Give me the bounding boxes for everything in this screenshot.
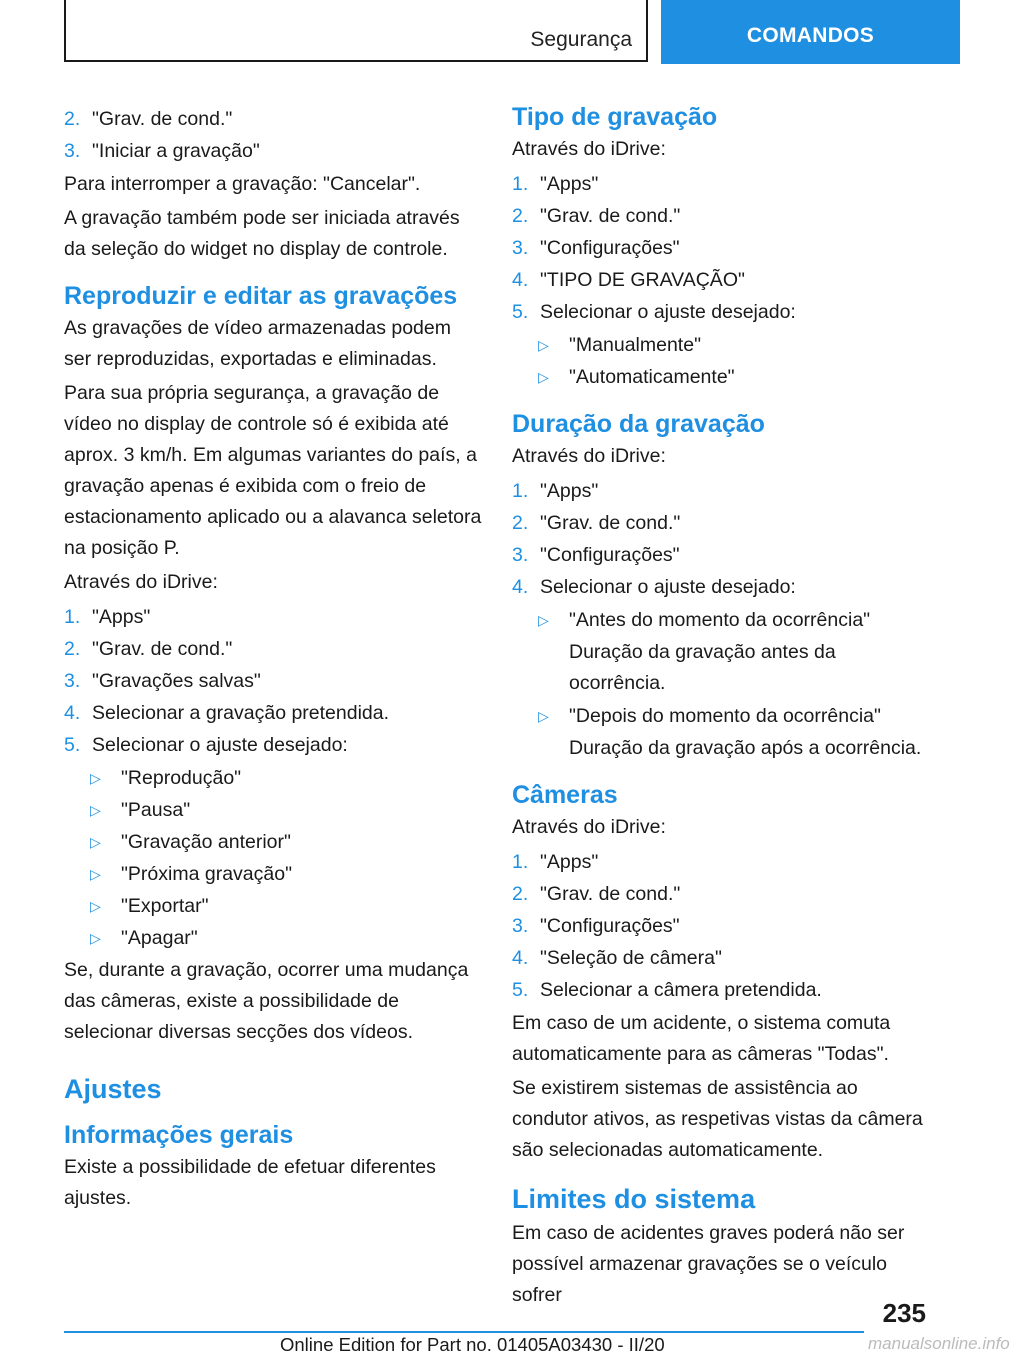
- list-item-number: 5.: [512, 301, 529, 323]
- sub-list-item-description: Duração da gravação antes da ocorrência.: [569, 641, 836, 694]
- list-item-text: "Gravações salvas": [92, 670, 261, 692]
- triangle-right-outline-icon: ▷: [538, 369, 549, 385]
- list-item-text: "Configurações": [540, 915, 680, 937]
- list-item-number: 1.: [64, 606, 81, 628]
- list-item-number: 4.: [512, 576, 529, 598]
- dur-idrive-paragraph: Através do iDrive:: [512, 445, 666, 467]
- list-item: [64, 634, 482, 665]
- list-item-number: 1.: [512, 851, 529, 873]
- list-item-number: 5.: [64, 734, 81, 756]
- repro-steps: [64, 602, 482, 761]
- triangle-right-outline-icon: ▷: [538, 708, 549, 724]
- list-item-number: 3.: [512, 544, 529, 566]
- sub-list-item-text: "Automaticamente": [569, 366, 735, 388]
- limites-paragraph: Em caso de acidentes graves poderá não ser possível armazenar gravações se o veículo sofrer: [512, 1222, 905, 1306]
- heading-informacoes: Informações gerais: [64, 1121, 294, 1149]
- list-item: [64, 136, 482, 167]
- intro-steps: [64, 104, 482, 167]
- sub-list-item-text: "Exportar": [121, 895, 209, 917]
- triangle-right-outline-icon: ▷: [90, 866, 101, 882]
- header-section-title: Segurança: [530, 28, 632, 51]
- list-item-text: "Grav. de cond.": [92, 108, 233, 130]
- sub-list-item-text: "Próxima gravação": [121, 863, 292, 885]
- list-item-text: "TIPO DE GRAVAÇÃO": [540, 269, 745, 291]
- footer-divider: [64, 1331, 864, 1333]
- list-item: [512, 476, 930, 507]
- header-section-box: [64, 0, 648, 62]
- repro-paragraph-1: As gravações de vídeo armazenadas podem ser reproduzidas, exportadas e eliminadas.: [64, 317, 451, 370]
- list-item-text: Selecionar o ajuste desejado:: [540, 301, 796, 323]
- list-item-text: Selecionar o ajuste desejado:: [92, 734, 348, 756]
- list-item-number: 2.: [512, 205, 529, 227]
- list-item-number: 4.: [512, 269, 529, 291]
- list-item-number: 3.: [64, 670, 81, 692]
- widget-paragraph: A gravação também pode ser iniciada através da seleção do widget no display de controle.: [64, 207, 460, 260]
- cameras-change-paragraph: Se, durante a gravação, ocorrer uma mudança das câmeras, existe a possibilidade de selecionar diversas secções dos vídeos.: [64, 959, 469, 1043]
- sub-list-item: [64, 763, 482, 794]
- sub-list-item: [64, 923, 482, 954]
- sub-list-item: [64, 891, 482, 922]
- list-item-number: 1.: [512, 480, 529, 502]
- list-item-text: "Apps": [540, 851, 599, 873]
- triangle-right-outline-icon: ▷: [90, 834, 101, 850]
- list-item: [512, 201, 930, 232]
- list-item-number: 5.: [512, 979, 529, 1001]
- cancel-paragraph: Para interromper a gravação: "Cancelar".: [64, 173, 421, 195]
- list-item-number: 2.: [512, 512, 529, 534]
- cam-steps: [512, 847, 930, 1006]
- list-item-text: "Grav. de cond.": [540, 205, 681, 227]
- triangle-right-outline-icon: ▷: [90, 930, 101, 946]
- list-item-text: "Seleção de câmera": [540, 947, 722, 969]
- triangle-right-outline-icon: ▷: [90, 802, 101, 818]
- list-item-text: "Configurações": [540, 544, 680, 566]
- triangle-right-outline-icon: ▷: [90, 770, 101, 786]
- cam-accident-paragraph: Em caso de um acidente, o sistema comuta automaticamente para as câmeras "Todas".: [512, 1012, 891, 1065]
- list-item-text: "Iniciar a gravação": [92, 140, 260, 162]
- list-item-number: 2.: [512, 883, 529, 905]
- list-item-text: "Grav. de cond.": [540, 883, 681, 905]
- list-item: [512, 508, 930, 539]
- tipo-idrive-paragraph: Através do iDrive:: [512, 138, 666, 160]
- sub-list-item-text: "Apagar": [121, 927, 198, 949]
- list-item-text: Selecionar a câmera pretendida.: [540, 979, 822, 1001]
- dur-steps: [512, 476, 930, 603]
- list-item: [512, 847, 930, 878]
- list-item: [512, 540, 930, 571]
- sub-list-item-text: "Reprodução": [121, 767, 242, 789]
- triangle-right-outline-icon: ▷: [90, 898, 101, 914]
- sub-list-item: [512, 605, 930, 636]
- list-item: [64, 666, 482, 697]
- list-item-number: 3.: [64, 140, 81, 162]
- list-item-number: 4.: [512, 947, 529, 969]
- list-item: [512, 911, 930, 942]
- repro-paragraph-2: Para sua própria segurança, a gravação de vídeo no display de controle só é exibida até aprox. 3 km/h. Em algumas variantes do país, a gravação apenas é exibida com o freio de estacionamento aplicado ou a alavanca seletora na posição P.: [64, 382, 482, 559]
- sub-list-item: [64, 859, 482, 890]
- heading-reproduzir: Reproduzir e editar as gravações: [64, 282, 458, 310]
- header-chapter-tab: COMANDOS: [661, 0, 960, 64]
- sub-list-item: [64, 827, 482, 858]
- list-item-text: "Grav. de cond.": [92, 638, 233, 660]
- triangle-right-outline-icon: ▷: [538, 612, 549, 628]
- list-item: [512, 265, 930, 296]
- sub-list-item-text: "Pausa": [121, 799, 191, 821]
- sub-list-item: [512, 362, 930, 393]
- heading-cameras: Câmeras: [512, 781, 618, 809]
- list-item-number: 3.: [512, 237, 529, 259]
- page-number: 235: [882, 1298, 926, 1328]
- sub-list-item: [512, 330, 930, 361]
- sub-list-item: [512, 701, 930, 732]
- heading-limites: Limites do sistema: [512, 1184, 756, 1214]
- list-item-text: "Apps": [540, 480, 599, 502]
- tipo-steps: [512, 169, 930, 328]
- list-item-text: "Grav. de cond.": [540, 512, 681, 534]
- list-item-number: 2.: [64, 108, 81, 130]
- sub-list-item: [64, 795, 482, 826]
- tipo-options: [512, 330, 930, 393]
- list-item-text: "Apps": [540, 173, 599, 195]
- repro-options: [64, 763, 482, 954]
- heading-duracao: Duração da gravação: [512, 410, 765, 438]
- list-item-number: 3.: [512, 915, 529, 937]
- list-item: [64, 698, 482, 729]
- right-column: [512, 100, 930, 1314]
- list-item-number: 4.: [64, 702, 81, 724]
- footer-edition: Online Edition for Part no. 01405A03430 - II/20: [280, 1334, 665, 1355]
- list-item-text: "Apps": [92, 606, 151, 628]
- left-column: [64, 100, 482, 1217]
- sub-list-item-text: "Antes do momento da ocorrência": [569, 609, 871, 631]
- triangle-right-outline-icon: ▷: [538, 337, 549, 353]
- list-item: [512, 943, 930, 974]
- list-item: [64, 730, 482, 761]
- sub-list-item-description: Duração da gravação após a ocorrência.: [569, 737, 922, 759]
- cam-assist-paragraph: Se existirem sistemas de assistência ao condutor ativos, as respetivas vistas da câmera são selecionadas automaticamente.: [512, 1077, 923, 1161]
- list-item: [64, 602, 482, 633]
- dur-options: [512, 605, 930, 764]
- heading-tipo: Tipo de gravação: [512, 103, 718, 131]
- list-item-text: "Configurações": [540, 237, 680, 259]
- heading-ajustes: Ajustes: [64, 1074, 162, 1104]
- list-item: [512, 975, 930, 1006]
- list-item-text: Selecionar a gravação pretendida.: [92, 702, 390, 724]
- list-item: [64, 104, 482, 135]
- list-item-number: 2.: [64, 638, 81, 660]
- list-item-text: Selecionar o ajuste desejado:: [540, 576, 796, 598]
- sub-list-item-text: "Depois do momento da ocorrência": [569, 705, 881, 727]
- list-item-number: 1.: [512, 173, 529, 195]
- list-item: [512, 169, 930, 200]
- watermark: manualsonline.info: [868, 1334, 1010, 1353]
- list-item: [512, 297, 930, 328]
- sub-list-item-text: "Manualmente": [569, 334, 701, 356]
- list-item: [512, 879, 930, 910]
- page-header: [0, 0, 960, 66]
- list-item: [512, 233, 930, 264]
- idrive-paragraph: Através do iDrive:: [64, 571, 218, 593]
- list-item: [512, 572, 930, 603]
- sub-list-item-text: "Gravação anterior": [121, 831, 291, 853]
- info-paragraph: Existe a possibilidade de efetuar diferentes ajustes.: [64, 1156, 436, 1209]
- cam-idrive-paragraph: Através do iDrive:: [512, 816, 666, 838]
